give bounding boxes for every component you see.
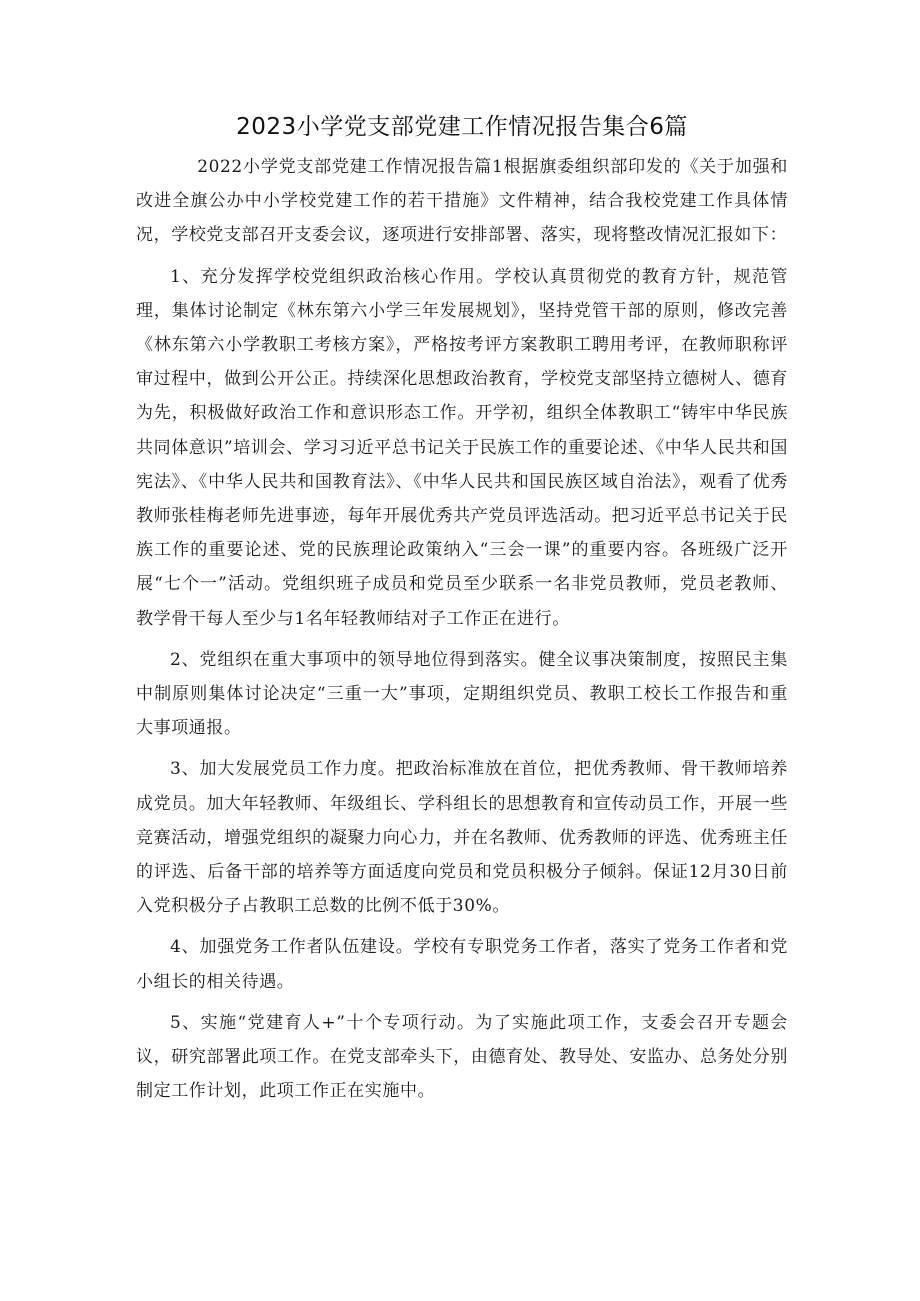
paragraph-item-5: 5、实施“党建育人+”十个专项行动。为了实施此项工作，支委会召开专题会议，研究部署此项工作。在党支部牵头下，由德育处、教导处、安监办、总务处分别制定工作计划，此项工作正在实施中。: [136, 1012, 788, 1102]
paragraph-item-1: 1、充分发挥学校党组织政治核心作用。学校认真贯彻党的教育方针，规范管理，集体讨论制定《林东第六小学三年发展规划》，坚持党管干部的原则，修改完善《林东第六小学教职工考核方案》，严格按考评方案教职工聘用考评，在教师职称评审过程中，做到公开公正。持续深化思想政治教育，学校党支部坚持立德树人、德育为先，积极做好政治工作和意识形态工作。开学初，组织全体教职工“铸牢中华民族共同体意识”培训会、学习习近平总书记关于民族工作的重要论述、《中华人民共和国宪法》、《中华人民共和国教育法》、《中华人民共和国民族区域自治法》，观看了优秀教师张桂梅老师先进事迹，每年开展优秀共产党员评选活动。把习近平总书记关于民族工作的重要论述、党的民族理论政策纳入“三会一课”的重要内容。各班级广泛开展“七个一”活动。党组织班子成员和党员至少联系一名非党员教师，党员老教师、教学骨干每人至少与1名年轻教师结对子工作正在进行。: [136, 266, 788, 629]
document-title: 2023小学党支部党建工作情况报告集合6篇: [236, 114, 688, 140]
paragraph-item-3: 3、加大发展党员工作力度。把政治标准放在首位，把优秀教师、骨干教师培养成党员。加大年轻教师、年级组长、学科组长的思想教育和宣传动员工作，开展一些竞赛活动，增强党组织的凝聚力向心力，并在名教师、优秀教师的评选、优秀班主任的评选、后备干部的培养等方面适度向党员和党员积极分子倾斜。保证12月30日前入党积极分子占教职工总数的比例不低于30%。: [136, 759, 788, 917]
paragraph-item-2: 2、党组织在重大事项中的领导地位得到落实。健全议事决策制度，按照民主集中制原则集体讨论决定“三重一大”事项，定期组织党员、教职工校长工作报告和重大事项通报。: [136, 649, 788, 739]
paragraph-item-4: 4、加强党务工作者队伍建设。学校有专职党务工作者，落实了党务工作者和党小组长的相关待遇。: [136, 937, 788, 992]
paragraph-intro: 2022小学党支部党建工作情况报告篇1根据旗委组织部印发的《关于加强和改进全旗公办中小学校党建工作的若干措施》文件精神，结合我校党建工作具体情况，学校党支部召开支委会议，逐项进行安排部署、落实，现将整改情况汇报如下：: [136, 157, 788, 246]
